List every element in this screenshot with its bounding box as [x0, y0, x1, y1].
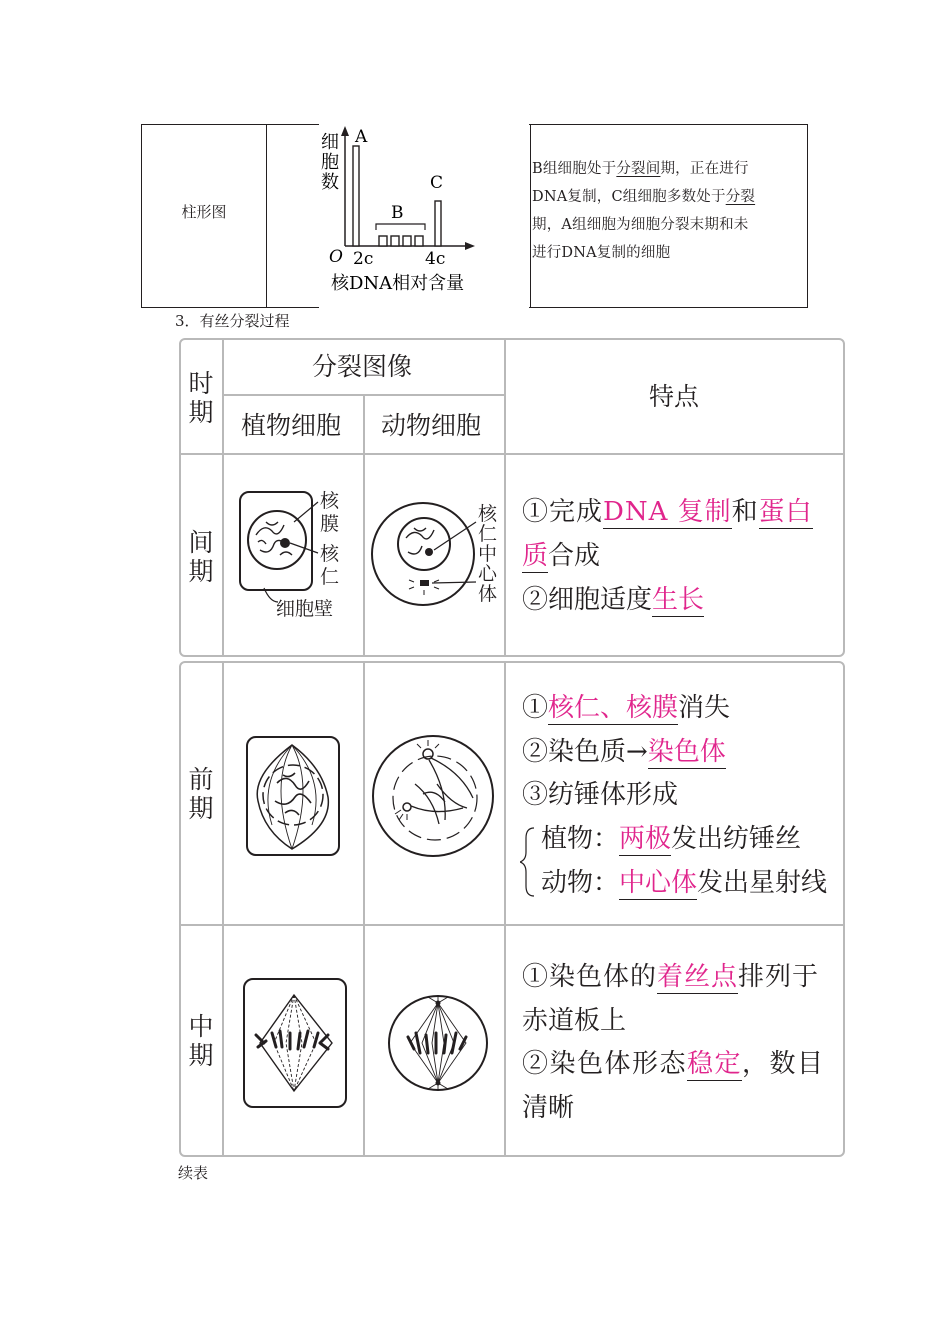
svg-text:膜: 膜 [320, 513, 340, 535]
svg-text:仁: 仁 [320, 566, 340, 588]
row-label: 柱形图 [181, 203, 227, 221]
header-animal-cell: 动物细胞 [381, 411, 482, 440]
interphase-feature-1-cont: 质合成 [522, 541, 601, 571]
svg-text:核: 核 [320, 490, 340, 512]
bar-2 [391, 236, 399, 246]
header-period-1: 时 [188, 369, 214, 398]
interphase-feature-2: ②细胞适度生长 [522, 585, 705, 615]
origin-label: O [329, 247, 343, 267]
metaphase-feature-1-cont: 赤道板上 [522, 1006, 627, 1036]
bar-4 [415, 236, 423, 246]
interphase-plant-cell [236, 480, 362, 625]
bar-5 [435, 201, 441, 246]
group-label-c: C [430, 173, 444, 193]
histogram-table [141, 124, 808, 308]
x-axis-label: 核DNA相对含量 [331, 273, 465, 294]
metaphase-animal-cell [386, 993, 490, 1093]
dna-content-bar-chart [319, 124, 529, 308]
prophase-feature-animal: 动物：中心体发出星射线 [541, 868, 828, 898]
header-plant-cell: 植物细胞 [241, 411, 342, 440]
group-label-a: A [355, 127, 368, 147]
svg-text:中: 中 [478, 543, 498, 565]
y-axis-label-1: 细 [321, 132, 339, 153]
svg-text:细胞壁: 细胞壁 [276, 598, 334, 620]
header-features: 特点 [649, 382, 700, 411]
metaphase-feature-2: ②染色体形态稳定，数目 [522, 1049, 825, 1079]
phase-interphase-1: 间 [188, 528, 214, 557]
prophase-feature-3: ③纺锤体形成 [522, 780, 679, 810]
phase-metaphase-1: 中 [188, 1012, 214, 1041]
interphase-feature-1: ①完成DNA 复制和蛋白 [522, 497, 813, 527]
continued-label: 续表 [178, 1164, 209, 1182]
y-axis-label-2: 胞 [321, 152, 339, 173]
metaphase-feature-2-cont: 清晰 [522, 1093, 575, 1123]
histogram-description: B组细胞处于分裂间期，正在进行 DNA复制，C组细胞多数处于分裂 期，A组细胞为细胞分裂末期和未 进行DNA复制的细胞 [532, 161, 756, 261]
x-tick-4c: 4c [425, 249, 446, 269]
svg-text:体: 体 [478, 583, 498, 605]
phase-metaphase-2: 期 [188, 1041, 214, 1070]
metaphase-feature-1: ①染色体的着丝点排列于 [522, 962, 820, 992]
bar-0 [353, 146, 359, 246]
prophase-plant-cell [245, 735, 341, 857]
brace-icon [520, 826, 536, 898]
header-division-images: 分裂图像 [312, 352, 413, 381]
bar-1 [379, 236, 387, 246]
x-tick-2c: 2c [353, 249, 374, 269]
prophase-feature-2: ②染色质→染色体 [522, 737, 726, 767]
phase-prophase-2: 期 [188, 794, 214, 823]
y-axis-label-3: 数 [321, 172, 339, 193]
prophase-feature-1: ①核仁、核膜消失 [522, 693, 731, 723]
group-label-b: B [391, 203, 404, 223]
prophase-feature-plant: 植物：两极发出纺锤丝 [541, 824, 802, 854]
prophase-animal-cell [371, 734, 496, 859]
section-heading: 3．有丝分裂过程 [175, 312, 290, 330]
header-period-2: 期 [188, 398, 214, 427]
interphase-animal-cell [368, 496, 504, 620]
svg-text:仁: 仁 [478, 523, 498, 545]
phase-interphase-2: 期 [188, 557, 214, 586]
metaphase-plant-cell [242, 977, 348, 1109]
svg-text:核: 核 [320, 543, 340, 565]
svg-text:核: 核 [478, 503, 498, 525]
phase-prophase-1: 前 [188, 765, 214, 794]
bar-3 [403, 236, 411, 246]
svg-text:心: 心 [478, 563, 498, 585]
